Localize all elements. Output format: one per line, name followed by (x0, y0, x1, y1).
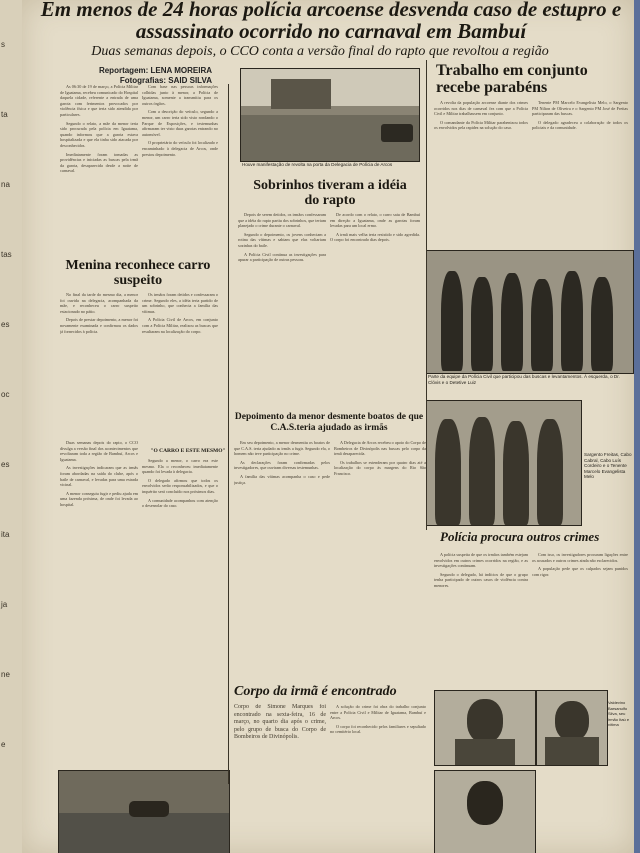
adjacent-fragment: ta (1, 110, 8, 119)
section-heading-menina: Menina reconhece carro suspeito (65, 258, 211, 288)
article-column-3: No final da tarde do mesmo dia, a menor foi ouvida na delegacia, acompanhada da mãe, e reconheceu o carro suspeito estacionado no pátio. Depois de prestar depoimento, a menor foi novamente examinada e confirmou os dados já fornecidos à polícia. (60, 292, 138, 334)
article-column-10: A Delegacia de Arcos recebeu o apoio do Corpo de Bombeiros de Divinópolis nas buscas pelo corpo da irmã desaparecida. Os trabalhos se estenderam por quatro dias até a localização do corpo às margens do Rio São Francisco. (334, 440, 426, 476)
section-heading-trabalho: Trabalho em conjunto recebe parabéns (436, 62, 588, 96)
byline-photographer: Fotografias: SAID SILVA (119, 76, 212, 85)
article-column-1: As 06:30 de 19 de março, a Polícia Militar de Iguatama, recebeu comunicado do Hospital daquela cidade, referente a entrada de uma garota com ferimentos provocados por violência física e que teria sido atendida por particulares. Segundo o relato, a mãe da menor teria sido procurada pela polícia em Iguatama, quando informou que a garota estava hospitalizada e que ela tinha sido atacada por desconhecidos. Imediatamente foram tomadas as providências e iniciadas as buscas pela irmã da garota, desaparecida desde a noite de carnaval. (60, 84, 138, 174)
newspaper-page (22, 0, 634, 853)
article-column-15: Com isso, os investigadores procuram ligações entre os acusados e outros crimes ainda não esclarecidos. A população pede que os culpados sejam punidos com rigor. (532, 552, 628, 577)
article-column-9: Em seu depoimento, a menor desmentiu os boatos de que C.A.S. teria ajudado as irmãs a fugir. Segundo ela, o homem não teve participação no crime. As declarações foram confirmadas pelos investigadores, que ouviram diversas testemunhas. A família das vítimas acompanha o caso e pede justiça. (234, 440, 330, 485)
byline (62, 66, 212, 86)
adjacent-fragment: e (1, 740, 6, 749)
adjacent-fragment: oc (1, 390, 10, 399)
team-photo (426, 250, 634, 374)
section-heading-policia: Polícia procura outros crimes (440, 529, 600, 544)
article-column-13: Tenente PM Marcelo Evangelista Melo, o Sargento PM Nilton de Oliveira e o Sargento PM José de Freitas participaram das buscas. O delegado agradeceu a colaboração de todos os policiais e da comunidade. (532, 100, 628, 131)
crowd-photo (240, 68, 420, 162)
column-divider (228, 84, 229, 784)
river-search-photo (58, 770, 230, 853)
main-headline: Em menos de 24 horas polícia arcoense desvenda caso de estupro e assassinato ocorrido no carnaval em Bambuí (40, 0, 622, 43)
section-heading-carro: "O CARRO E ESTE MESMO" (150, 448, 226, 454)
suspect-photo-1 (434, 690, 536, 766)
suspect-photo-2 (536, 690, 608, 766)
article-column-5: Duas semanas depois do rapto, o CCO divulga a versão final dos acontecimentos que revoltaram toda a região de Bambuí, Arcos e Iguatama. As investigações indicaram que as irmãs foram abordadas na saída do clube, após o baile de carnaval, e levadas para uma estrada vicinal. A menor conseguiu fugir e pediu ajuda em uma fazenda próxima, de onde foi levada ao hospital. (60, 440, 138, 507)
article-column-11: A solução do crime foi obra do trabalho conjunto entre a Polícia Civil e Militar de Iguatama, Bambuí e Arcos. O corpo foi reconhecido pelos familiares e sepultado no cemitério local. (330, 704, 426, 735)
column-divider (426, 60, 427, 530)
adjacent-fragment: na (1, 180, 10, 189)
adjacent-page-strip (0, 0, 23, 853)
suspect-photo-caption: Valdevino Barsanulfo Silva, seu irmão Itaú e vítima (608, 700, 630, 728)
adjacent-fragment: ja (1, 600, 8, 609)
article-column-4: Os irmãos foram detidos e confessaram o crime. Segundo eles, a idéia teria partido de um sobrinho, que conhecia a família das vítimas. A Polícia Civil de Arcos, em conjunto com a Polícia Militar, realizou as buscas que resultaram na localização do corpo. (142, 292, 218, 334)
military-photo-caption: Sargento Freitas, Cabo Cabral, Cabo Luís Cordeiro e o Tenente Marcelo Evangelista Melo (584, 452, 632, 480)
section-heading-corpo: Corpo da irmã é encontrado (234, 684, 397, 699)
article-column-corpo: Corpo de Simone Marques foi encontrado na sexta-feira, 16 de março, no quarto dia após o crime, pelo grupo de busca do Corpo de Bombeiros de Divinópolis. (234, 704, 326, 740)
suspect-photo-3 (434, 770, 536, 853)
section-heading-depoimento: Depoimento da menor desmente boatos de que C.A.S.teria ajudado as irmãs (234, 412, 424, 433)
adjacent-fragment: es (1, 460, 10, 469)
article-column-8: De acordo com o relato, o carro saiu de Bambuí em direção a Iguatama, onde as garotas foram levadas para um local ermo. A irmã mais velha teria resistido e sido agredida. O corpo foi encontrado dias depois. (330, 212, 420, 243)
byline-reporter: Reportagem: LENA MOREIRA (98, 66, 212, 75)
adjacent-fragment: ita (1, 530, 10, 539)
section-heading-sobrinhos: Sobrinhos tiveram a idéia do rapto (253, 178, 407, 208)
article-column-14: A polícia suspeita de que os irmãos também estejam envolvidos em outros crimes ocorridos na região, e as investigações continuam. Segundo o delegado, há indícios de que o grupo tenha participado de outros casos de violência contra menores. (434, 552, 528, 588)
adjacent-fragment: s (1, 40, 5, 49)
military-photo (426, 400, 582, 526)
team-photo-caption: Parte da equipe da Polícia Civil que participou das buscas e levantamentos. À esquerda, o Dr. Clóvis e o Detetive Luiz (428, 374, 620, 385)
article-column-7: Depois de serem detidos, os irmãos confessaram que a idéia do rapto partiu dos sobrinhos, que teriam planejado o crime durante o carnaval. Segundo o depoimento, os jovens conheciam a rotina das vítimas e sabiam que elas voltariam sozinhas do baile. A Polícia Civil continua as investigações para apurar a participação de outras pessoas. (238, 212, 326, 263)
article-column-2: Com base nas pessoas informações colhidas junto à menor, a Polícia de Iguatama, somente a transmitiu para os outros órgãos. Com a descrição do veículo, segundo a menor, um carro teria sido visto rondando o Parque de Exposições, e testemunhas afirmaram ter visto duas garotas entrando no automóvel. O proprietário do veículo foi localizado e encaminhado à delegacia de Arcos, onde prestou depoimento. (142, 84, 218, 157)
adjacent-fragment: ne (1, 670, 10, 679)
adjacent-fragment: es (1, 320, 10, 329)
article-column-6: Segundo a menor, o carro era este mesmo. Ela o reconheceu imediatamente quando foi levada à delegacia. O delegado afirmou que todos os envolvidos serão responsabilizados, e que o inquérito será concluído nos próximos dias. A comunidade acompanhou com atenção o desenrolar do caso. (142, 458, 218, 509)
subheadline: Duas semanas depois, o CCO conta a versão final do rapto que revoltou a região (91, 44, 549, 59)
adjacent-fragment: tas (1, 250, 12, 259)
crowd-photo-caption: Houve manifestação de revolta na porta da Delegacia de Polícia de Arcos (242, 162, 393, 167)
article-column-12: A revolta da população arcoense diante dos crimes ocorridos nos dias de carnaval fez com que a Polícia Civil e Militar trabalhassem em conjunto. O comandante da Polícia Militar parabenizou todos os envolvidos pela rapidez na solução do caso. (434, 100, 528, 131)
